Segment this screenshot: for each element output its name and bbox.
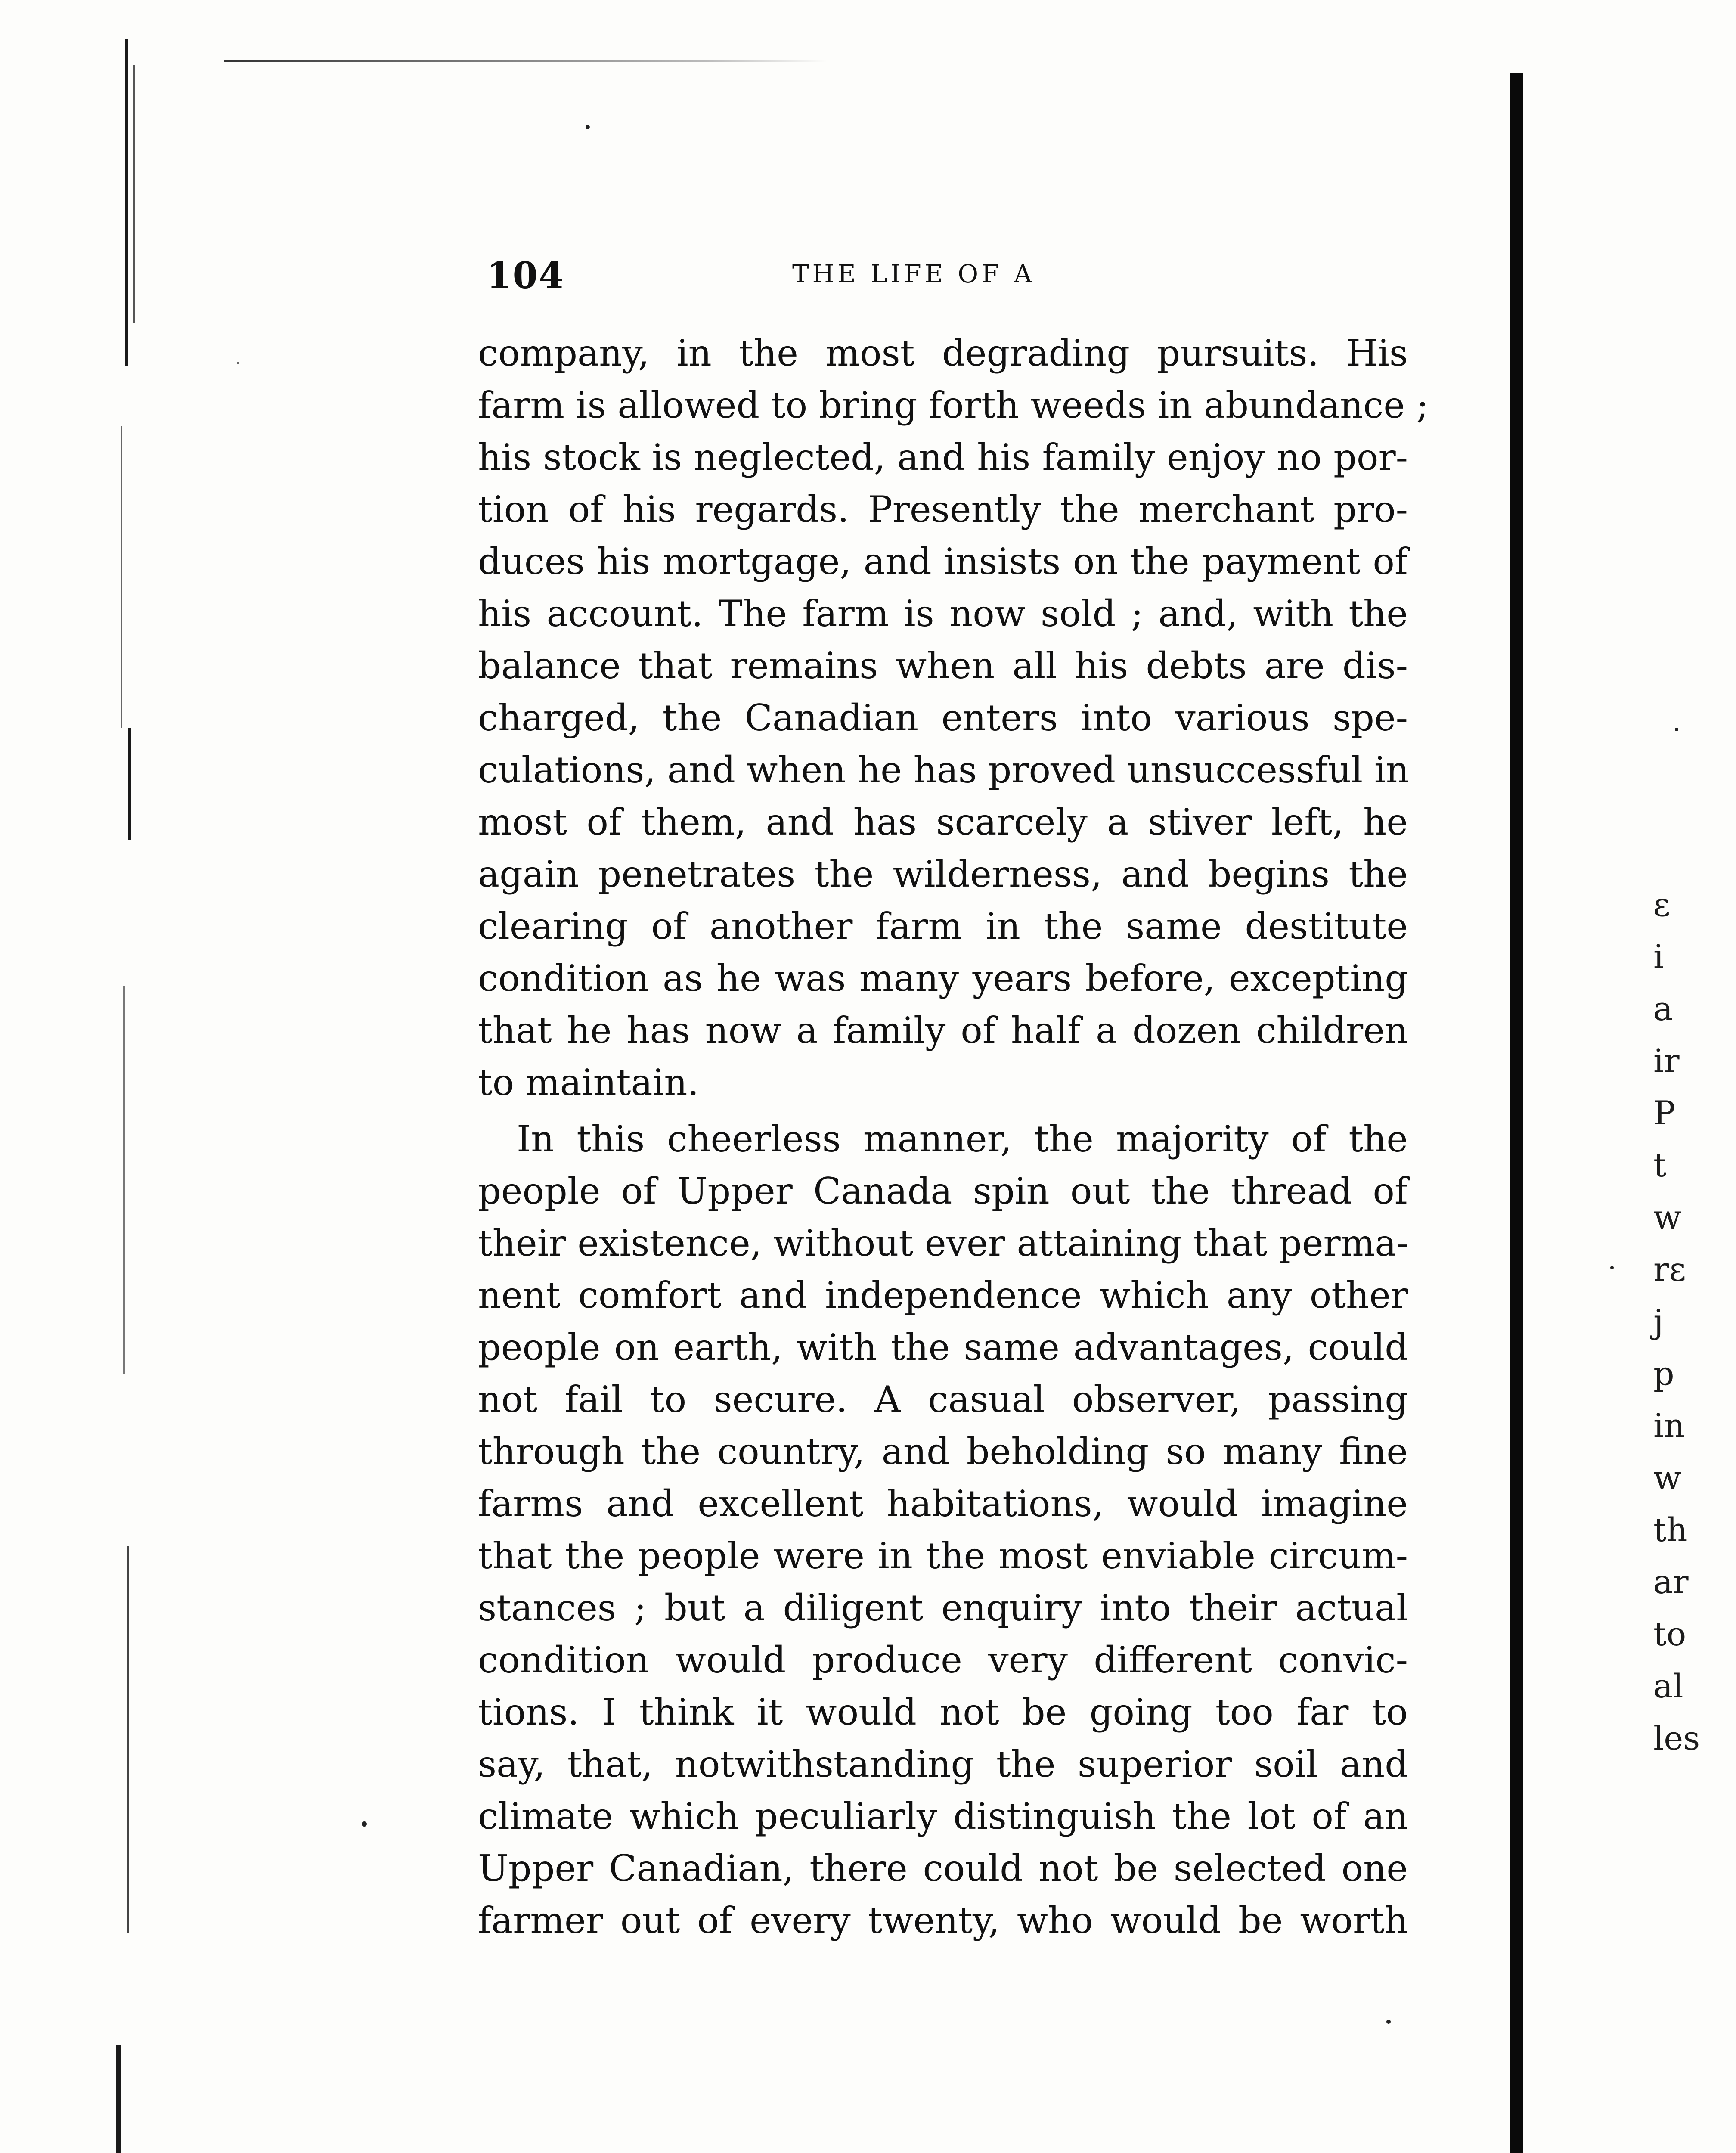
facing-fragment: P (1653, 1094, 1676, 1132)
facing-fragment: i (1653, 937, 1664, 976)
facing-fragment: w (1653, 1458, 1682, 1497)
facing-fragment: ar (1653, 1563, 1689, 1601)
text-line: company, in the most degrading pursuits. His (478, 332, 1408, 374)
top-edge-rule (224, 60, 827, 62)
text-line: farms and excellent habitations, would imagine (478, 1483, 1408, 1525)
text-line: charged, the Canadian enters into various spe- (478, 697, 1408, 739)
text-line: climate which peculiarly distinguish the lot of an (478, 1795, 1408, 1837)
paragraph-2 (478, 1113, 1408, 1947)
text-line: say, that, notwithstanding the superior soil and (478, 1743, 1408, 1785)
paragraph-gap (478, 1109, 1408, 1113)
text-line: In this cheerless manner, the majority of the (517, 1118, 1408, 1160)
facing-fragment: w (1653, 1198, 1682, 1236)
facing-fragment: les (1653, 1719, 1700, 1757)
text-line: farmer out of every twenty, who would be worth (478, 1899, 1408, 1942)
facing-fragment: in (1653, 1406, 1685, 1445)
facing-fragment: t (1653, 1146, 1667, 1184)
facing-fragment: to (1653, 1615, 1686, 1653)
running-title: THE LIFE OF A (792, 259, 1035, 289)
facing-fragment: ir (1653, 1042, 1680, 1080)
ink-speck (362, 1821, 367, 1827)
text-line: that he has now a family of half a dozen children (478, 1009, 1408, 1052)
text-line: through the country, and beholding so many fine (478, 1430, 1408, 1473)
text-line: his stock is neglected, and his family enjoy no por- (478, 436, 1408, 478)
text-line: duces his mortgage, and insists on the payment of (478, 540, 1408, 583)
facing-fragment: rε (1653, 1250, 1686, 1288)
ink-speck (1610, 1266, 1614, 1269)
body-text (478, 327, 1429, 1947)
facing-fragment: th (1653, 1511, 1688, 1549)
facing-fragment: p (1653, 1354, 1674, 1393)
text-line: nent comfort and independence which any other (478, 1274, 1408, 1316)
paragraph-1 (478, 327, 1429, 1109)
text-line: balance that remains when all his debts are dis- (478, 645, 1408, 687)
ink-speck (237, 362, 239, 364)
text-line: people of Upper Canada spin out the thread of (478, 1170, 1408, 1212)
text-line: condition would produce very different convic- (478, 1639, 1408, 1681)
facing-fragment: j (1653, 1302, 1664, 1340)
facing-fragment: a (1653, 990, 1673, 1028)
text-line: condition as he was many years before, excepting (478, 957, 1408, 999)
text-line: culations, and when he has proved unsuccessful in (478, 749, 1409, 791)
binding-edge (108, 39, 177, 2153)
ink-speck (586, 125, 590, 129)
text-line: again penetrates the wilderness, and begins the (478, 853, 1408, 895)
text-line: his account. The farm is now sold ; and, with the (478, 593, 1408, 635)
running-head (487, 254, 1434, 301)
text-line: people on earth, with the same advantages, could (478, 1326, 1408, 1368)
text-line: clearing of another farm in the same destitute (478, 905, 1408, 947)
ink-speck (1675, 728, 1678, 731)
text-line: their existence, without ever attaining that perma- (478, 1222, 1409, 1264)
text-line: stances ; but a diligent enquiry into their actual (478, 1587, 1408, 1629)
text-line: Upper Canadian, there could not be selected one (478, 1847, 1408, 1889)
text-line: tion of his regards. Presently the merchant pro- (478, 488, 1408, 530)
text-line: that the people were in the most enviable circum- (478, 1535, 1408, 1577)
facing-page-fragments (1653, 878, 1731, 1764)
text-line: most of them, and has scarcely a stiver left, he (478, 801, 1408, 843)
text-line: tions. I think it would not be going too far to (478, 1691, 1408, 1733)
facing-fragment: ε (1653, 885, 1671, 924)
text-line: to maintain. (478, 1061, 699, 1104)
ink-speck (1386, 2020, 1391, 2024)
facing-fragment: al (1653, 1667, 1683, 1705)
facing-page-edge (1510, 73, 1523, 2153)
text-line: not fail to secure. A casual observer, passing (478, 1378, 1408, 1421)
text-line: farm is allowed to bring forth weeds in abundance ; (478, 384, 1429, 426)
page-number: 104 (487, 254, 565, 297)
